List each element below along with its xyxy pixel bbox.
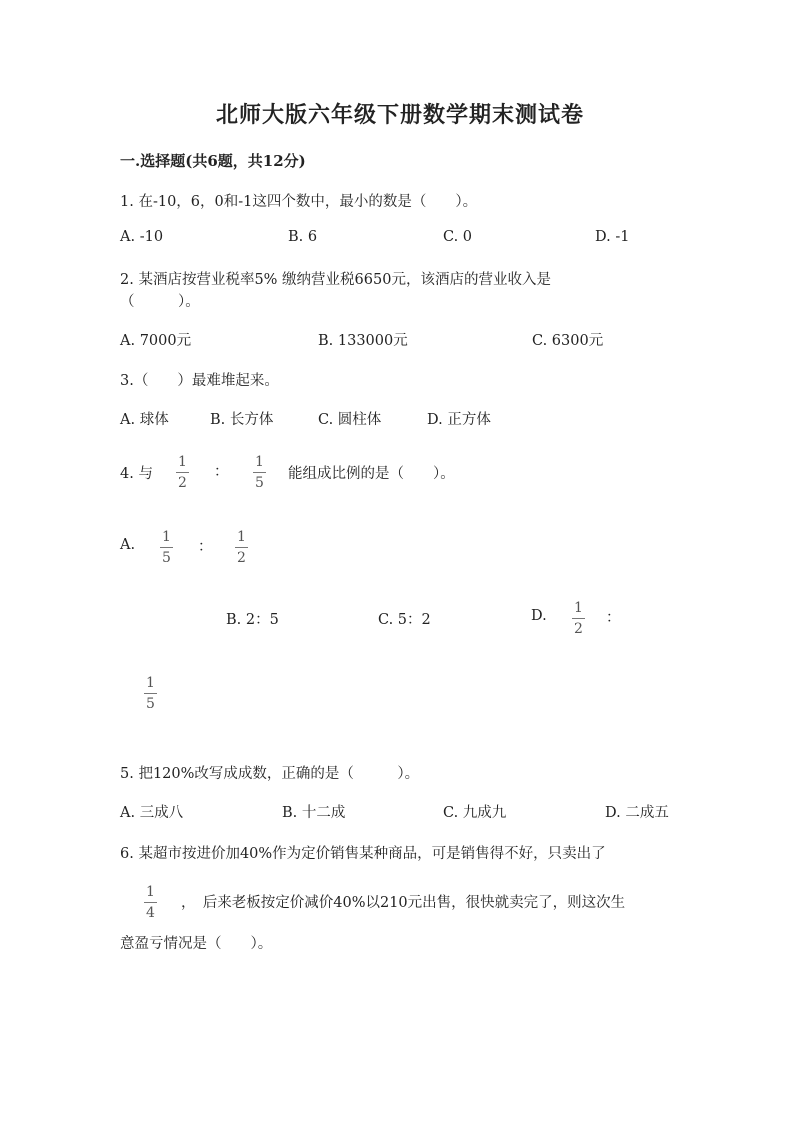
question-4-option-d-label[interactable]: D. [531, 608, 547, 624]
fraction-numerator: 1 [146, 675, 155, 691]
question-4-prefix: 4. 与 [120, 466, 153, 482]
fraction-denominator: 2 [178, 475, 187, 491]
question-1-option-d[interactable]: D. -1 [595, 229, 630, 245]
question-4-option-d-fraction-2 [143, 676, 158, 711]
question-3-option-c[interactable]: C. 圆柱体 [318, 412, 382, 428]
question-6-stem-line2: ， 后来老板按定价减价40%以210元出售，很快就卖完了，则这次生 [181, 895, 626, 911]
question-6-stem-line1: 6. 某超市按进价加40%作为定价销售某种商品，可是销售得不好，只卖出了 [120, 846, 606, 862]
question-4-colon: ： [214, 464, 229, 480]
question-1-option-c[interactable]: C. 0 [443, 229, 473, 245]
fraction-denominator: 2 [574, 621, 583, 637]
question-4-option-c[interactable]: C. 5：2 [378, 612, 431, 628]
question-3-option-d[interactable]: D. 正方体 [427, 412, 491, 428]
question-5-option-a[interactable]: A. 三成八 [120, 805, 184, 821]
question-5-option-b[interactable]: B. 十二成 [282, 805, 346, 821]
question-1-option-a[interactable]: A. -10 [120, 229, 164, 245]
fraction-numerator: 1 [162, 529, 171, 545]
question-1-stem: 1. 在-10，6，0和-1这四个数中，最小的数是（ ）。 [120, 194, 478, 210]
question-4-option-d-colon: ： [606, 610, 621, 626]
question-3-stem: 3.（ ）最难堆起来。 [120, 373, 279, 389]
fraction-denominator: 2 [237, 550, 246, 566]
question-3-option-a[interactable]: A. 球体 [120, 412, 169, 428]
question-6-fraction [143, 885, 158, 920]
question-5-option-c[interactable]: C. 九成九 [443, 805, 507, 821]
question-2-option-a[interactable]: A. 7000元 [120, 333, 192, 349]
question-4-option-d-fraction-1 [571, 601, 586, 636]
question-4-fraction-2 [252, 455, 267, 490]
question-2-stem-line1: 2. 某酒店按营业税率5% 缴纳营业税6650元，该酒店的营业收入是 [120, 272, 551, 288]
question-4-suffix: 能组成比例的是（ ）。 [288, 466, 455, 482]
fraction-numerator: 1 [178, 454, 187, 470]
question-2-stem-line2: （ ）。 [120, 294, 200, 310]
question-3-option-b[interactable]: B. 长方体 [210, 412, 274, 428]
question-4-option-b[interactable]: B. 2：5 [226, 612, 279, 628]
fraction-numerator: 1 [255, 454, 264, 470]
fraction-numerator: 1 [146, 884, 155, 900]
fraction-denominator: 5 [162, 550, 171, 566]
question-4-option-a-fraction-2 [234, 530, 249, 565]
question-4-option-a-label[interactable]: A. [120, 537, 136, 553]
fraction-denominator: 5 [146, 696, 155, 712]
question-4-option-a-fraction-1 [159, 530, 174, 565]
question-1-option-b[interactable]: B. 6 [288, 229, 318, 245]
fraction-numerator: 1 [574, 600, 583, 616]
question-5-option-d[interactable]: D. 二成五 [605, 805, 669, 821]
question-2-option-b[interactable]: B. 133000元 [318, 333, 408, 349]
page-title: 北师大版六年级下册数学期末测试卷 [215, 102, 584, 128]
fraction-denominator: 5 [255, 475, 264, 491]
section-heading: 一.选择题(共6题，共12分) [120, 152, 306, 170]
question-5-stem: 5. 把120%改写成成数，正确的是（ ）。 [120, 766, 420, 782]
question-2-option-c[interactable]: C. 6300元 [532, 333, 604, 349]
fraction-denominator: 4 [146, 905, 155, 921]
question-4-option-a-colon: ： [198, 539, 213, 555]
question-6-stem-line3: 意盈亏情况是（ ）。 [120, 936, 273, 952]
question-4-fraction-1 [175, 455, 190, 490]
fraction-numerator: 1 [237, 529, 246, 545]
